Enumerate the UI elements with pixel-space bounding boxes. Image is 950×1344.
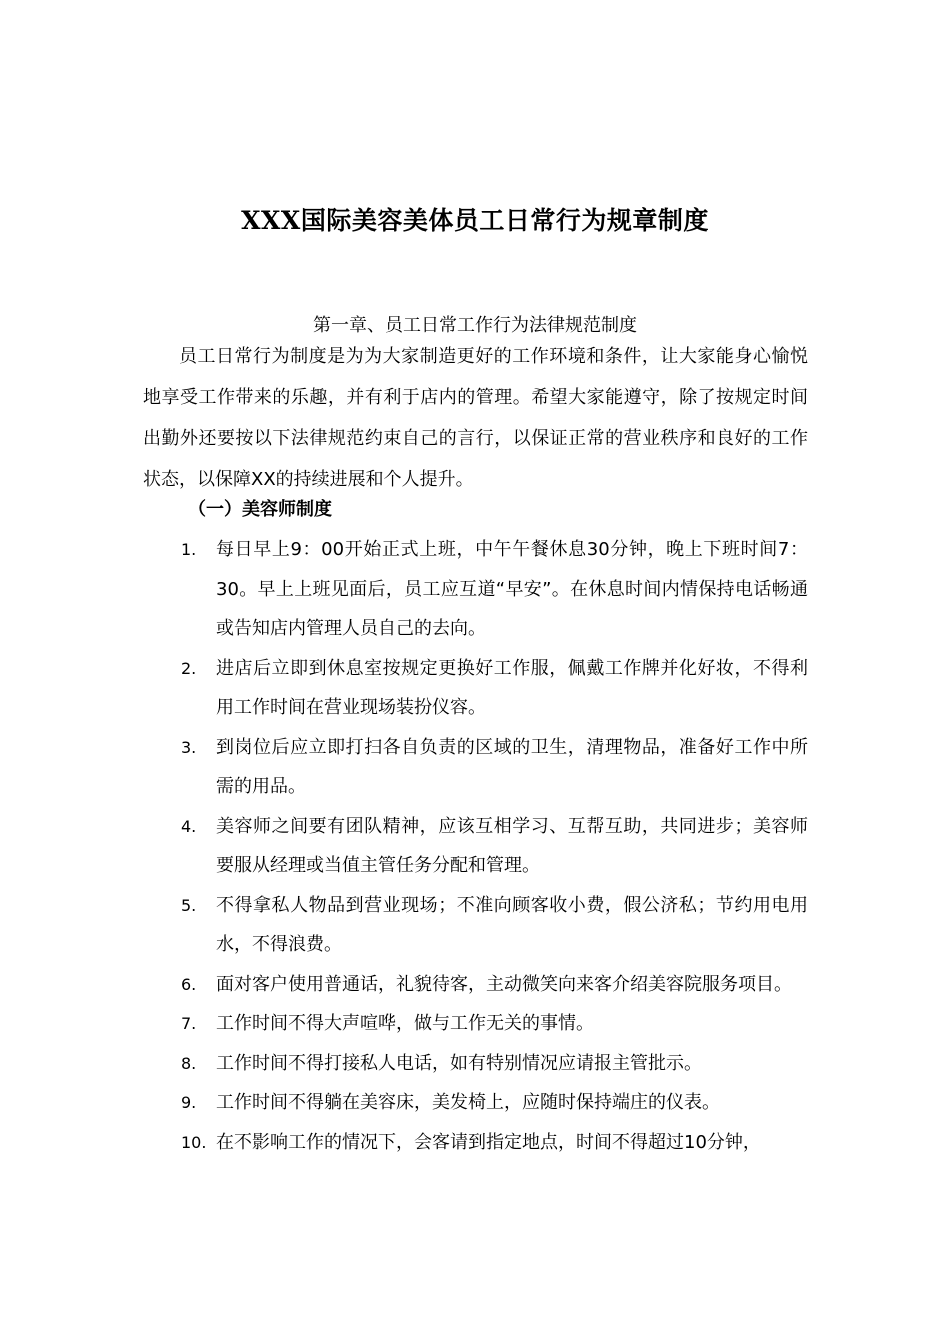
- rule-number: 6.: [181, 974, 197, 994]
- rule-item: [143, 530, 808, 649]
- rule-text: 在不影响工作的情况下，会客请到指定地点，时间不得超过10分钟，: [216, 1131, 761, 1153]
- rule-item: [143, 886, 808, 965]
- rule-item: [143, 728, 808, 807]
- rule-text: 到岗位后应立即打扫各自负责的区域的卫生，清理物品，准备好工作中所需的用品。: [216, 736, 808, 797]
- chapter-heading: 第一章、员工日常工作行为法律规范制度: [313, 315, 637, 336]
- rule-number: 1.: [181, 540, 197, 559]
- rules-list: [143, 530, 808, 1162]
- rule-number: 5.: [181, 895, 197, 915]
- rule-text: 工作时间不得打接私人电话，如有特别情况应请报主管批示。: [216, 1052, 702, 1074]
- rule-text: 工作时间不得躺在美容床，美发椅上，应随时保持端庄的仪表。: [216, 1092, 720, 1113]
- rule-number: 2.: [181, 658, 197, 678]
- rule-item: [143, 1044, 808, 1084]
- rule-text: 美容师之间要有团队精神，应该互相学习、互帮互助，共同进步；美容师要服从经理或当值主管任务分配和管理。: [216, 815, 808, 876]
- rule-number: 8.: [181, 1053, 197, 1073]
- rule-number: 7.: [181, 1014, 197, 1033]
- document-title: XXX国际美容美体员工日常行为规章制度: [241, 206, 709, 235]
- rule-item: [143, 807, 808, 886]
- rule-item: [143, 1004, 808, 1044]
- rule-number: 10.: [181, 1132, 207, 1152]
- rule-text: 进店后立即到休息室按规定更换好工作服，佩戴工作牌并化好妆，不得利用工作时间在营业现场装扮仪容。: [216, 657, 808, 718]
- intro-paragraph: 员工日常行为制度是为为大家制造更好的工作环境和条件，让大家能身心愉悦地享受工作带来的乐趣，并有利于店内的管理。希望大家能遵守，除了按规定时间出勤外还要按以下法律规范约束自己的言行，以保证正常的营业秩序和良好的工作状态，以保障XX的持续进展和个人提升。: [143, 346, 808, 490]
- rule-text: 面对客户使用普通话，礼貌待客，主动微笑向来客介绍美容院服务项目。: [216, 973, 792, 995]
- rule-text: 工作时间不得大声喧哗，做与工作无关的事情。: [216, 1013, 594, 1034]
- rule-item: [143, 649, 808, 728]
- rule-number: 4.: [181, 816, 197, 836]
- rule-number: 3.: [181, 737, 197, 757]
- rule-text: 不得拿私人物品到营业现场；不准向顾客收小费，假公济私；节约用电用水，不得浪费。: [216, 894, 808, 955]
- rule-item: [143, 1123, 808, 1163]
- rule-item: [143, 1083, 808, 1123]
- rule-text: 每日早上9：00开始正式上班，中午午餐休息30分钟，晚上下班时间7：30。早上上班见面后，员工应互道“早安”。在休息时间内情保持电话畅通或告知店内管理人员自己的去向。: [216, 539, 808, 639]
- section-heading: （一）美容师制度: [188, 499, 332, 520]
- rule-item: [143, 965, 808, 1005]
- rule-number: 9.: [181, 1093, 197, 1112]
